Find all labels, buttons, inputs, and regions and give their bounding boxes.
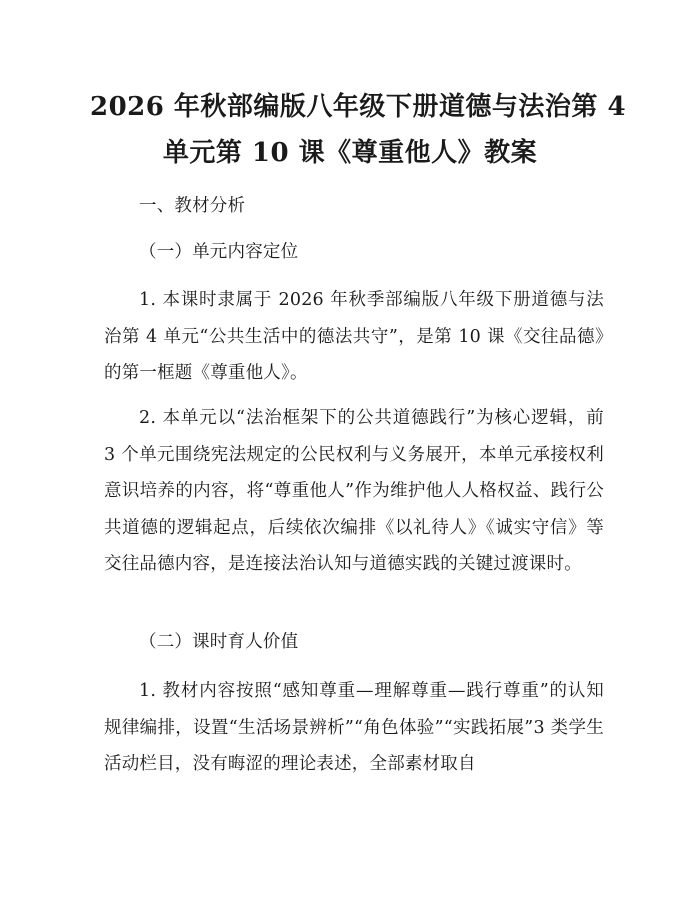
paragraph-course-affiliation: 1. 本课时隶属于 2026 年秋季部编版八年级下册道德与法治第 4 单元“公共生活中的德法共守”，是第 10 课《交往品德》的第一框题《尊重他人》。	[104, 290, 604, 383]
document-title-line-2: 单元第 10 课《尊重他人》教案	[162, 138, 538, 168]
subsection-heading-educational-value: （二）课时育人价值	[139, 632, 299, 652]
subsection-heading-unit-position: （一）单元内容定位	[139, 242, 299, 262]
paragraph-unit-logic: 2. 本单元以“法治框架下的公共道德践行”为核心逻辑，前 3 个单元围绕宪法规定的公民权利与义务展开，本单元承接权利意识培养的内容，将“尊重他人”作为维护他人人格权益、践行公共道德的逻辑起点，后续依次编排《以礼待人》《诚实守信》等交往品德内容，是连接法治认知与道德实践的关键过渡课时。	[104, 408, 604, 574]
section-heading-analysis: 一、教材分析	[139, 196, 246, 216]
document-title-line-1: 2026 年秋部编版八年级下册道德与法治第 4	[90, 92, 627, 122]
paragraph-content-arrangement: 1. 教材内容按照“感知尊重—理解尊重—践行尊重”的认知规律编排，设置“生活场景辨析”“角色体验”“实践拓展”3 类学生活动栏目，没有晦涩的理论表述，全部素材取自	[104, 681, 604, 774]
